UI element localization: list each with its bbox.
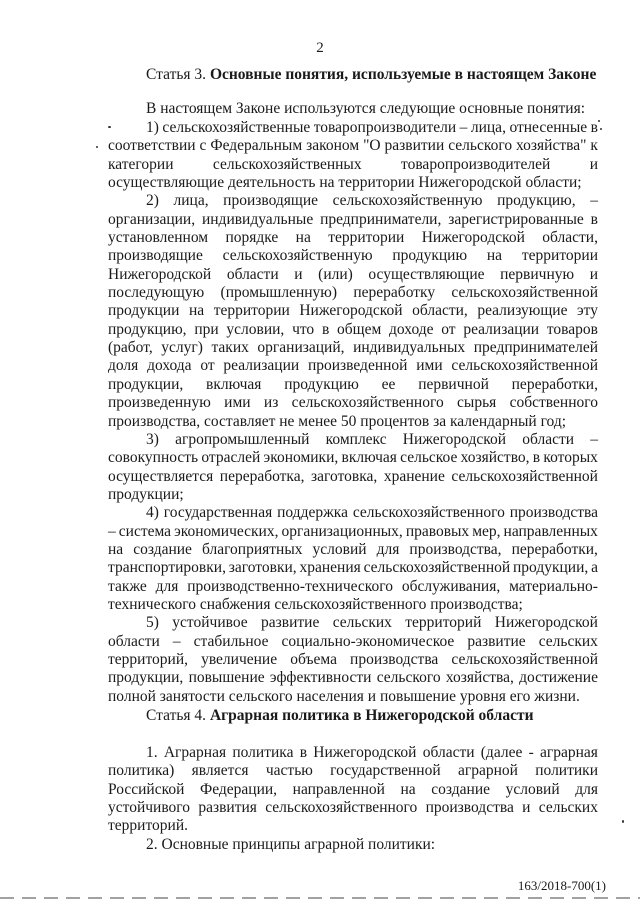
article-3-intro: В настоящем Законе используются следующие основные понятия: xyxy=(146,100,586,117)
article-4-body xyxy=(108,744,598,854)
scan-speck xyxy=(600,128,602,130)
text-line: политика) является частью государственной аграрной политики xyxy=(108,762,598,780)
text-line: (работ, услуг) таких организаций, индивидуальных предпринимателей xyxy=(108,339,598,357)
article-3-heading xyxy=(146,66,596,84)
text-line: – система экономических, организационных, правовых мер, направленных xyxy=(108,522,598,540)
text-line: 5) устойчивое развитие сельских территорий Нижегородской xyxy=(146,614,598,632)
text-line: установленном порядке на территории Нижегородской области, xyxy=(108,229,598,247)
scan-speck xyxy=(622,820,624,823)
article-4-prefix: Статья 4. xyxy=(146,707,207,724)
scan-speck xyxy=(598,120,600,122)
scan-speck xyxy=(108,126,111,128)
text-line: устойчивого развития сельскохозяйственного производства и сельских xyxy=(108,799,598,817)
text-line: технического снабжения сельскохозяйственного производства; xyxy=(108,595,523,613)
scan-edge-artifact xyxy=(0,897,640,899)
text-line: соответствии с Федеральным законом "О развитии сельского хозяйства" к xyxy=(108,137,598,155)
text-line: последующую (промышленную) переработку сельскохозяйственной xyxy=(108,284,598,302)
article-3-body xyxy=(108,119,598,706)
text-line: категории сельскохозяйственных товаропроизводителей и xyxy=(108,155,598,173)
text-line: также для производственно-технического обслуживания, материально- xyxy=(108,577,598,595)
text-line: территорий. xyxy=(108,817,188,835)
text-line: продукции, повышение эффективности сельского хозяйства, достижение xyxy=(108,669,598,687)
text-line: Российской Федерации, направленной на создание условий для xyxy=(108,780,598,798)
text-line: производства, составляет не менее 50 процентов за календарный год; xyxy=(108,412,567,430)
text-line: полной занятости сельского населения и повышение уровня его жизни. xyxy=(108,687,580,705)
text-line: территорий, увеличение объема производства сельскохозяйственной xyxy=(108,650,598,668)
text-line: доля дохода от реализации произведенной ими сельскохозяйственной xyxy=(108,357,598,375)
text-line: 3) агропромышленный комплекс Нижегородской области – xyxy=(146,430,598,448)
text-line: на создание благоприятных условий для производства, переработки, xyxy=(108,540,598,558)
text-line: продукции; xyxy=(108,485,184,503)
article-3-title: Основные понятия, используемые в настоящем Законе xyxy=(209,66,597,83)
text-line: осуществляющие деятельность на территории Нижегородской области; xyxy=(108,174,582,192)
text-line: продукцию, при условии, что в общем доходе от реализации товаров xyxy=(108,320,598,338)
text-line: 1. Аграрная политика в Нижегородской области (далее - аграрная xyxy=(146,744,598,761)
article-3-prefix: Статья 3. xyxy=(146,66,207,83)
scan-speck xyxy=(96,146,98,148)
text-line: организации, индивидуальные предприниматели, зарегистрированные в xyxy=(108,210,598,228)
text-line: 2. Основные принципы аграрной политики: xyxy=(146,835,436,853)
page-number: 2 xyxy=(316,40,324,56)
article-4-title: Аграрная политика в Нижегородской области xyxy=(209,707,534,724)
article-4-heading xyxy=(146,707,534,725)
text-line: продукции на территории Нижегородской области, реализующие эту xyxy=(108,302,598,320)
text-line: области – стабильное социально-экономическое развитие сельских xyxy=(108,632,598,650)
text-line: 4) государственная поддержка сельскохозяйственного производства xyxy=(146,504,598,522)
text-line: производящие сельскохозяйственную продукцию на территории xyxy=(108,247,598,265)
text-line: осуществляется переработка, заготовка, хранение сельскохозяйственной xyxy=(108,467,598,485)
text-line: совокупность отраслей экономики, включая сельское хозяйство, в которых xyxy=(108,449,598,467)
text-line: Нижегородской области и (или) осуществляющие первичную и xyxy=(108,265,598,283)
document-code: 163/2018-700(1) xyxy=(517,878,606,893)
text-line: 1) сельскохозяйственные товаропроизводители – лица, отнесенные в xyxy=(146,119,598,136)
text-line: продукции, включая продукцию ее первичной переработки, xyxy=(108,375,598,393)
text-line: транспортировки, заготовки, хранения сельскохозяйственной продукции, а xyxy=(108,559,598,577)
text-line: произведенную ими из сельскохозяйственного сырья собственного xyxy=(108,394,598,412)
text-line: 2) лица, производящие сельскохозяйственную продукцию, – xyxy=(146,192,598,210)
